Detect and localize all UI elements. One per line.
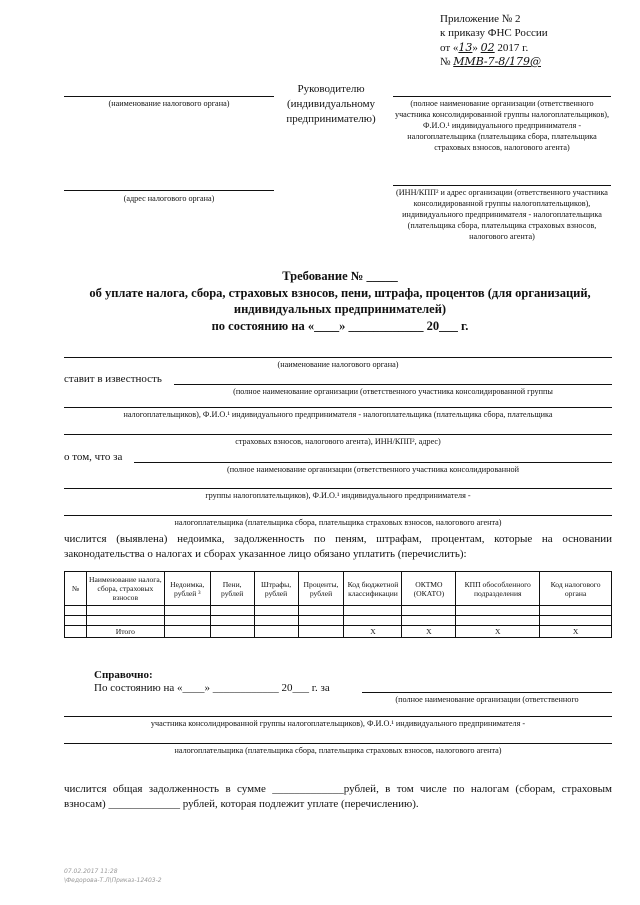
print-stamp-date: 07.02.2017 11:28 bbox=[64, 868, 118, 875]
reference-line-1 bbox=[362, 692, 612, 693]
inform-label: ставит в известность bbox=[64, 373, 162, 385]
table-header: Штрафы, рублей bbox=[254, 572, 298, 606]
head-label: Руководителю (индивидуальному предпринимателю) bbox=[286, 83, 376, 125]
appendix-number: № ММВ-7-8/179@ bbox=[440, 55, 541, 68]
inform-line bbox=[174, 384, 612, 385]
x-mark: Х bbox=[344, 626, 402, 638]
reference-line-3 bbox=[64, 743, 612, 744]
org-line bbox=[393, 96, 611, 97]
title-number: Требование № _____ bbox=[282, 269, 398, 283]
reference-line-2 bbox=[64, 716, 612, 717]
appendix-order: к приказу ФНС России bbox=[440, 27, 548, 39]
title-date: по состоянию на «____» ____________ 20___ г. bbox=[211, 319, 469, 333]
inform-caption-2: налогоплательщиков), Ф.И.О.¹ индивидуального предпринимателя - налогоплательщика (плательщика сбора, плательщика bbox=[123, 410, 553, 419]
x-mark: Х bbox=[456, 626, 540, 638]
inform-caption-1: (полное наименование организации (ответственного участника консолидированной группы bbox=[233, 387, 553, 396]
about-line bbox=[134, 462, 612, 463]
about-caption-2: группы налогоплательщиков), Ф.И.О.¹ индивидуального предпринимателя - bbox=[205, 491, 471, 500]
table-row bbox=[65, 616, 612, 626]
reference-date-line: По состоянию на «____» ____________ 20___ г. за bbox=[94, 682, 330, 694]
appendix-title: Приложение № 2 bbox=[440, 13, 521, 25]
inn-caption: (ИНН/КПП² и адрес организации (ответственного участника консолидированной группы налогоплательщиков), индивидуального предпринимателя - налогоплательщика (плательщика сбора, плательщика страховых взносов, налогового агента) bbox=[396, 188, 608, 241]
tax-authority-caption: (наименование налогового органа) bbox=[108, 99, 230, 108]
x-mark: Х bbox=[540, 626, 612, 638]
body-authority-line bbox=[64, 357, 612, 358]
org-caption: (полное наименование организации (ответственного участника консолидированной группы налогоплательщиков), Ф.И.О.¹ индивидуального предпринимателя - налогоплательщика (плательщика сбора, плательщика страховых взносов, налогового агента) bbox=[394, 99, 610, 152]
reference-caption-3: налогоплательщика (плательщика сбора, плательщика страховых взносов, налогового агента) bbox=[174, 746, 502, 755]
about-caption-3: налогоплательщика (плательщика сбора, плательщика страховых взносов, налогового агента) bbox=[174, 518, 502, 527]
table-header: ОКТМО (ОКАТО) bbox=[402, 572, 456, 606]
tax-authority-line bbox=[64, 96, 274, 97]
table-header-row bbox=[65, 572, 612, 606]
reference-title: Справочно: bbox=[94, 669, 153, 681]
print-stamp-path: \Федорова-Т.Л\Приказ-12403-2 bbox=[64, 877, 162, 884]
table-header: Недоимка, рублей ³ bbox=[164, 572, 210, 606]
inform-line-3 bbox=[64, 434, 612, 435]
about-label: о том, что за bbox=[64, 451, 123, 463]
about-line-3 bbox=[64, 515, 612, 516]
table-header: Код бюджетной классификации bbox=[344, 572, 402, 606]
total-label: Итого bbox=[86, 626, 164, 638]
about-caption-1: (полное наименование организации (ответственного участника консолидированной bbox=[226, 465, 520, 474]
inn-line bbox=[393, 185, 611, 186]
table-header: Проценты, рублей bbox=[298, 572, 344, 606]
debt-table bbox=[64, 571, 612, 638]
table-header: Наименование налога, сбора, страховых взносов bbox=[86, 572, 164, 606]
about-line-2 bbox=[64, 488, 612, 489]
appendix-date: от «13» 02 2017 г. bbox=[440, 41, 529, 54]
reference-caption-2: участника консолидированной группы налогоплательщиков), Ф.И.О.¹ индивидуального предпринимателя - bbox=[150, 719, 526, 728]
inform-line-2 bbox=[64, 407, 612, 408]
reference-caption-1: (полное наименование организации (ответственного bbox=[395, 695, 579, 704]
table-header: Пени, рублей bbox=[210, 572, 254, 606]
listed-text: числится (выявлена) недоимка, задолженность по пеням, штрафам, процентам, которые на основании законодательства о налогах и сборах указанное лицо обязано уплатить (перечислить): bbox=[64, 533, 612, 560]
table-header: КПП обособленного подразделения bbox=[456, 572, 540, 606]
x-mark: Х bbox=[402, 626, 456, 638]
table-header: № bbox=[65, 572, 87, 606]
table-row bbox=[65, 606, 612, 616]
tax-address-line bbox=[64, 190, 274, 191]
table-header: Код налогового органа bbox=[540, 572, 612, 606]
footer-text: числится общая задолженность в сумме _____________рублей, в том числе по налогам (сборам, страховым взносам) _____________ рублей, которая подлежит уплате (перечислению). bbox=[64, 783, 612, 810]
table-total-row bbox=[65, 626, 612, 638]
tax-address-caption: (адрес налогового органа) bbox=[123, 194, 215, 203]
body-authority-caption: (наименование налогового органа) bbox=[277, 360, 399, 369]
title-subject: об уплате налога, сбора, страховых взносов, пени, штрафа, процентов (для организаций, индивидуальных предпринимателей) bbox=[89, 286, 591, 316]
inform-caption-3: страховых взносов, налогового агента), ИНН/КПП², адрес) bbox=[235, 437, 441, 446]
